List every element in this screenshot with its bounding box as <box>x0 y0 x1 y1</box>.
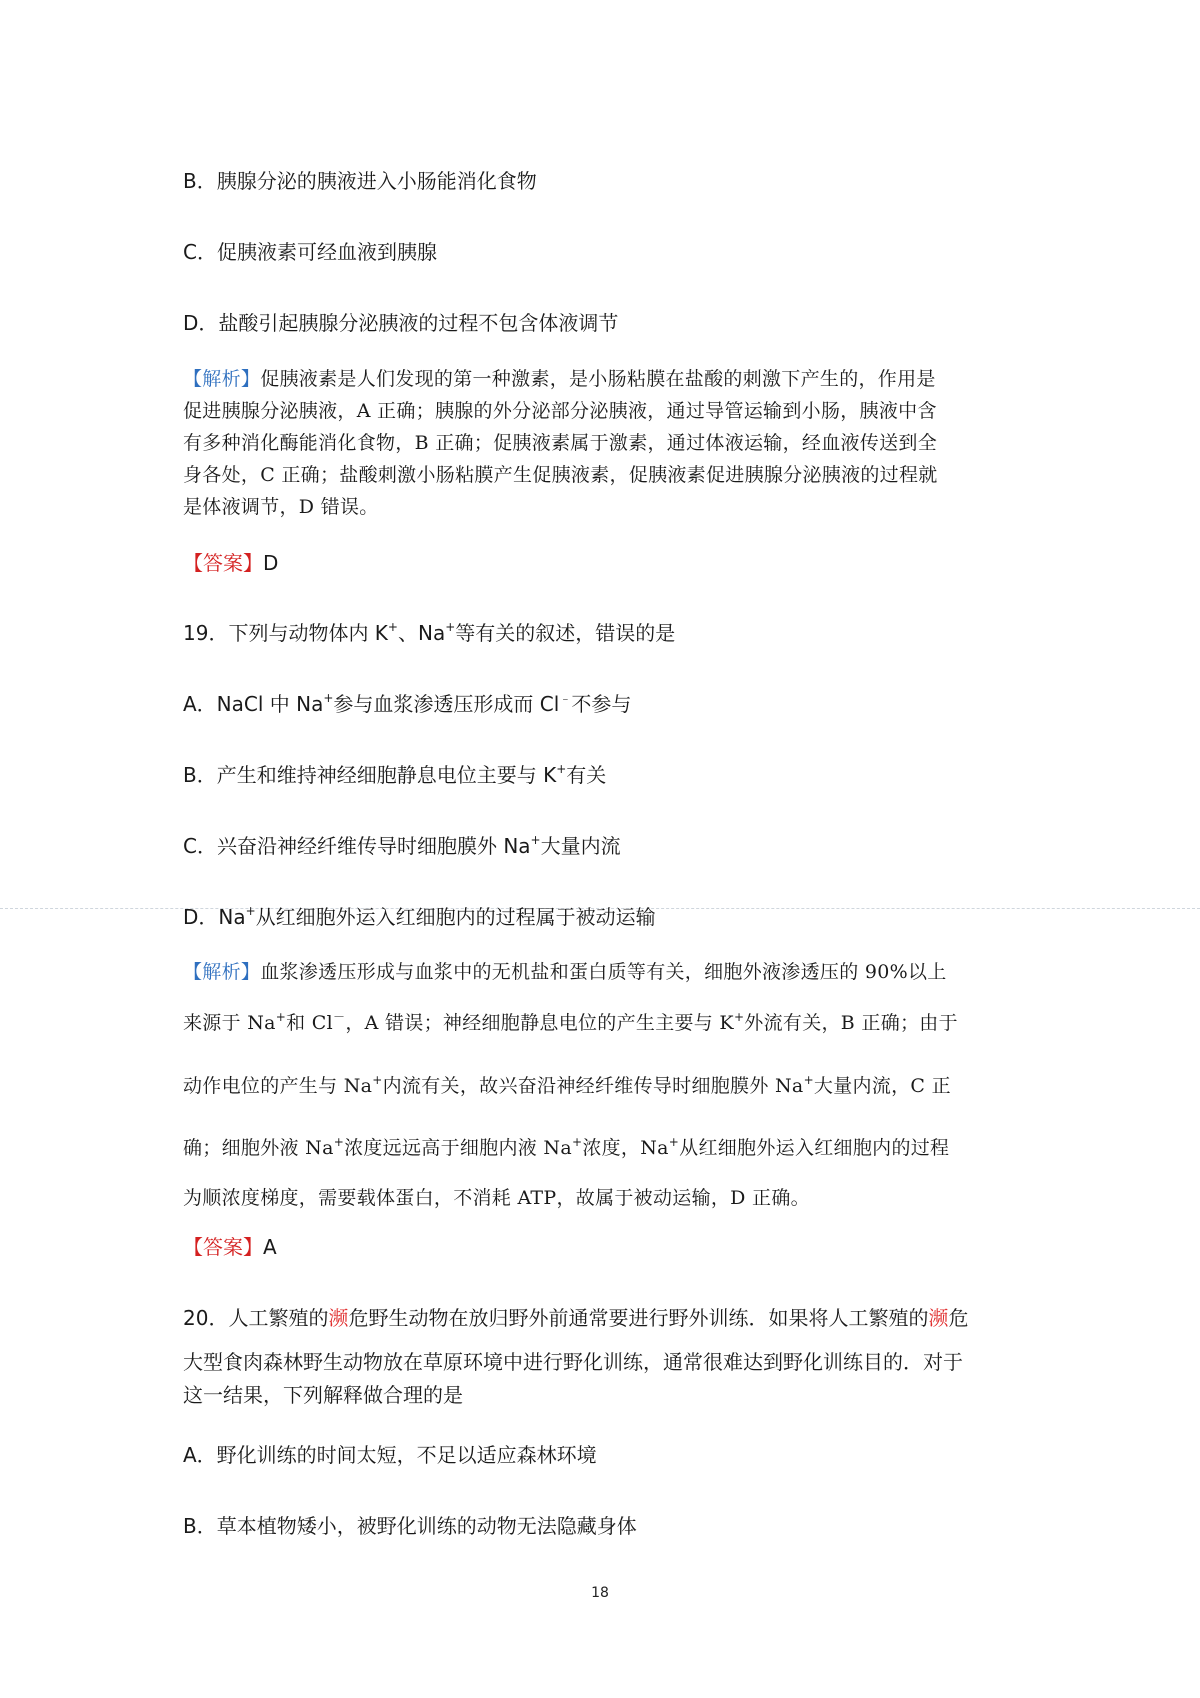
page-number: 18 <box>591 1585 609 1601</box>
q19-stem: 19．下列与动物体内 K+、Na+等有关的叙述，错误的是 <box>183 620 676 645</box>
q18-analysis-line-5: 是体液调节，D 错误。 <box>183 496 379 518</box>
answer-value: D <box>263 551 279 575</box>
analysis-tag: 【解析】 <box>183 961 261 983</box>
q20-stem-line-3: 这一结果，下列解释做合理的是 <box>183 1383 463 1407</box>
q19-analysis-line-2: 来源于 Na+和 Cl－，A 错误；神经细胞静息电位的产生主要与 K+外流有关，B 正确；由于 <box>183 1009 958 1034</box>
q19-analysis-line-5: 为顺浓度梯度，需要载体蛋白，不消耗 ATP，故属于被动运输，D 正确。 <box>183 1187 810 1209</box>
q19-option-c: C．兴奋沿神经纤维传导时细胞膜外 Na+大量内流 <box>183 833 621 858</box>
q19-answer <box>183 1231 277 1260</box>
q18-analysis-line-2: 促进胰腺分泌胰液，A 正确；胰腺的外分泌部分泌胰液，通过导管运输到小肠，胰液中含 <box>183 400 937 422</box>
q18-option-c: C．促胰液素可经血液到胰腺 <box>183 240 437 264</box>
q18-option-d: D．盐酸引起胰腺分泌胰液的过程不包含体液调节 <box>183 311 619 335</box>
q19-analysis-line-1: 【解析】血浆渗透压形成与血浆中的无机盐和蛋白质等有关，细胞外液渗透压的 90%以上 <box>183 961 947 983</box>
analysis-tag: 【解析】 <box>183 368 261 390</box>
highlighted-char: 濒 <box>328 1306 349 1330</box>
highlighted-char: 濒 <box>928 1306 949 1330</box>
q20-option-a: A．野化训练的时间太短，不足以适应森林环境 <box>183 1443 597 1467</box>
q20-stem-line-2: 大型食肉森林野生动物放在草原环境中进行野化训练，通常很难达到野化训练目的．对于 <box>183 1350 963 1374</box>
answer-tag: 【答案】 <box>183 1235 263 1259</box>
q18-analysis-line-1: 【解析】促胰液素是人们发现的第一种激素，是小肠粘膜在盐酸的刺激下产生的，作用是 <box>183 368 936 390</box>
q18-analysis-line-4: 身各处，C 正确；盐酸刺激小肠粘膜产生促胰液素，促胰液素促进胰腺分泌胰液的过程就 <box>183 464 938 486</box>
q18-answer <box>183 547 278 576</box>
q19-analysis-line-3: 动作电位的产生与 Na+内流有关，故兴奋沿神经纤维传导时细胞膜外 Na+大量内流，C 正 <box>183 1072 951 1097</box>
q19-option-a: A．NaCl 中 Na+参与血浆渗透压形成而 Cl﹣不参与 <box>183 691 632 716</box>
answer-tag: 【答案】 <box>183 551 263 575</box>
q19-analysis-line-4: 确；细胞外液 Na+浓度远远高于细胞内液 Na+浓度，Na+从红细胞外运入红细胞内的过程 <box>183 1134 950 1159</box>
q20-option-b: B．草本植物矮小，被野化训练的动物无法隐藏身体 <box>183 1514 637 1538</box>
q18-option-b: B．胰腺分泌的胰液进入小肠能消化食物 <box>183 169 537 193</box>
q19-option-d: D．Na+从红细胞外运入红细胞内的过程属于被动运输 <box>183 904 656 929</box>
q19-option-b: B．产生和维持神经细胞静息电位主要与 K+有关 <box>183 762 607 787</box>
q18-analysis-line-3: 有多种消化酶能消化食物，B 正确；促胰液素属于激素，通过体液运输，经血液传送到全 <box>183 432 938 454</box>
q20-stem-line-1: 20．人工繁殖的濒危野生动物在放归野外前通常要进行野外训练．如果将人工繁殖的濒危 <box>183 1306 969 1330</box>
answer-value: A <box>263 1235 277 1259</box>
